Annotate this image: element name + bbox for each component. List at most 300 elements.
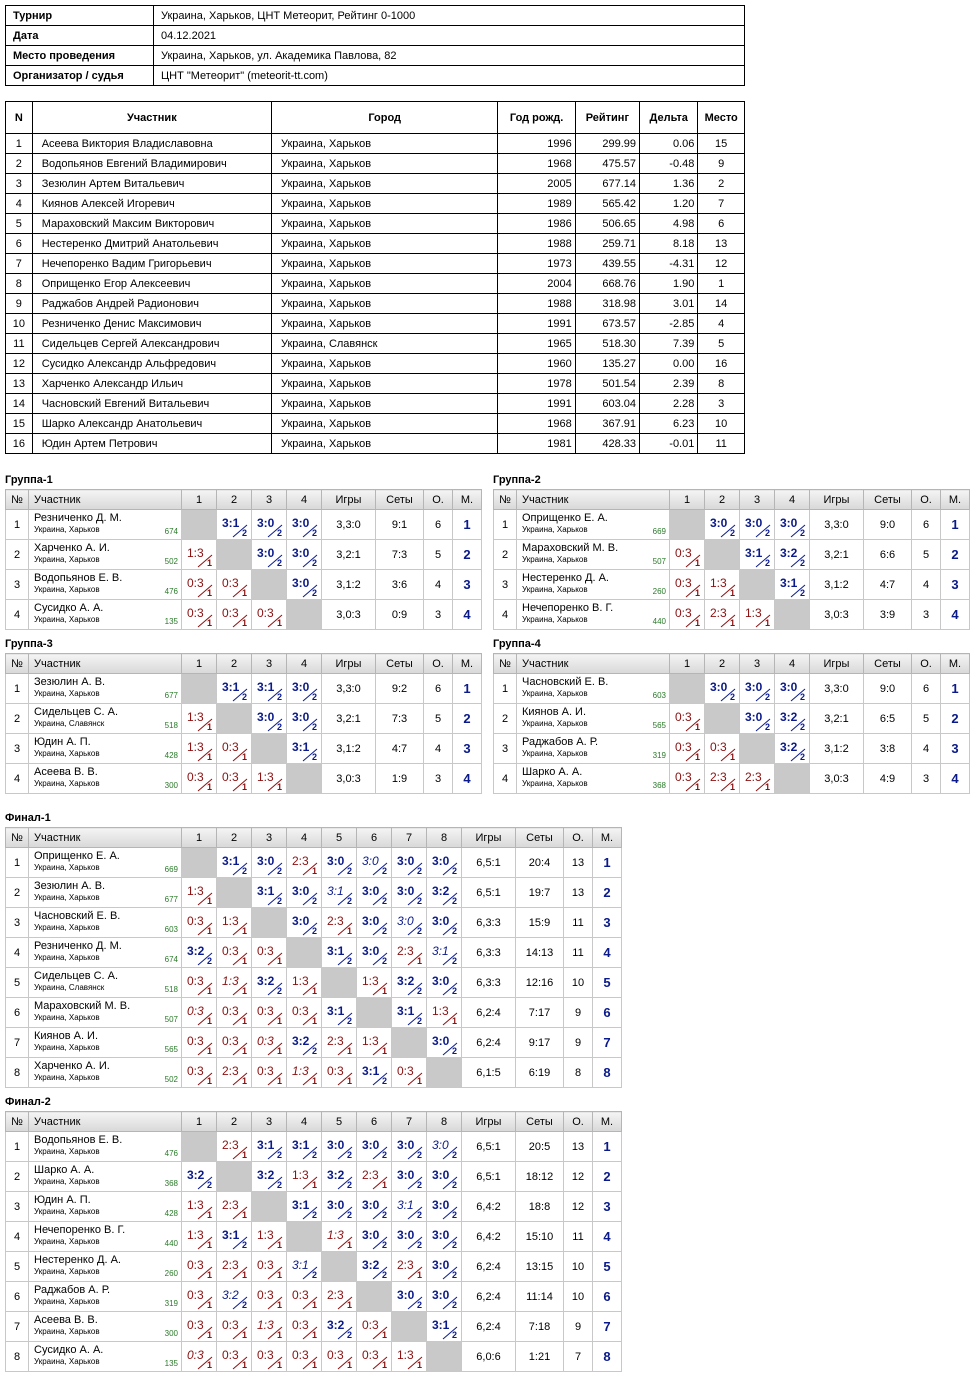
match-points: 2 (381, 1240, 387, 1250)
match-result[interactable] (217, 938, 252, 968)
games-cell: 3,1:2 (810, 734, 864, 764)
match-result[interactable] (252, 1252, 287, 1282)
player-rating: 440 (652, 617, 666, 626)
match-result[interactable] (775, 510, 810, 540)
match-result[interactable] (392, 848, 427, 878)
roster-cell: Харченко Александр Ильич (32, 374, 271, 394)
roster-cell: 15 (698, 134, 745, 154)
match-result[interactable] (705, 764, 740, 794)
match-result[interactable] (357, 968, 392, 998)
match-result[interactable] (182, 600, 217, 630)
match-result[interactable] (392, 938, 427, 968)
match-result[interactable] (287, 1058, 322, 1088)
row-number: 7 (6, 1028, 29, 1058)
match-result[interactable] (287, 998, 322, 1028)
match-result[interactable] (670, 734, 705, 764)
match-result[interactable] (427, 848, 462, 878)
match-result[interactable] (252, 1058, 287, 1088)
match-result[interactable] (392, 1342, 427, 1372)
match-result[interactable] (287, 1282, 322, 1312)
points-cell: 6 (912, 674, 941, 704)
match-result[interactable] (287, 908, 322, 938)
roster-cell: 14 (6, 394, 33, 414)
match-result[interactable] (357, 1162, 392, 1192)
match-result[interactable] (182, 1222, 217, 1252)
score-text: 3:1 (257, 680, 275, 694)
row-number: 1 (494, 674, 517, 704)
score-cell (357, 1222, 391, 1251)
match-result[interactable] (740, 764, 775, 794)
match-points: 1 (694, 782, 700, 792)
match-result[interactable] (217, 1132, 252, 1162)
match-result[interactable] (427, 1222, 462, 1252)
place-cell: 3 (941, 570, 970, 600)
score-text: 3:0 (257, 710, 275, 724)
header-place: М. (453, 490, 482, 510)
match-result[interactable] (182, 908, 217, 938)
match-points: 1 (206, 588, 212, 598)
crosstable-header-row (6, 654, 482, 674)
player-cell (29, 848, 182, 878)
match-points: 1 (381, 1046, 387, 1056)
self-cell (252, 570, 287, 600)
match-result[interactable] (217, 734, 252, 764)
match-result[interactable] (357, 878, 392, 908)
match-result[interactable] (322, 1028, 357, 1058)
score-text: 3:1 (222, 516, 240, 530)
match-result[interactable] (357, 1222, 392, 1252)
match-result[interactable] (217, 998, 252, 1028)
match-result[interactable] (427, 1132, 462, 1162)
match-result[interactable] (740, 510, 775, 540)
table-row (6, 294, 745, 314)
score-cell (252, 1028, 286, 1057)
roster-header: Год рожд. (498, 102, 575, 134)
match-result[interactable] (740, 540, 775, 570)
match-result[interactable] (182, 1058, 217, 1088)
match-result[interactable] (392, 1132, 427, 1162)
score-cell (392, 938, 426, 967)
info-row (6, 46, 745, 66)
match-result[interactable] (357, 1028, 392, 1058)
match-result[interactable] (670, 540, 705, 570)
player-name: Сусидко А. А. (34, 602, 104, 614)
match-points: 2 (799, 558, 805, 568)
match-result[interactable] (392, 998, 427, 1028)
match-result[interactable] (357, 1312, 392, 1342)
match-points: 2 (451, 956, 457, 966)
match-points: 1 (729, 618, 735, 628)
match-result[interactable] (252, 510, 287, 540)
player-city: Украина, Славянск (34, 719, 105, 728)
match-result[interactable] (217, 848, 252, 878)
match-result[interactable] (322, 938, 357, 968)
match-points: 2 (381, 926, 387, 936)
match-result[interactable] (357, 1058, 392, 1088)
match-points: 2 (451, 1180, 457, 1190)
score-cell (217, 1312, 251, 1341)
match-result[interactable] (322, 998, 357, 1028)
match-result[interactable] (322, 1192, 357, 1222)
match-result[interactable] (427, 968, 462, 998)
score-cell (392, 1132, 426, 1161)
sets-cell: 7:3 (376, 704, 424, 734)
player-rating: 518 (164, 721, 178, 730)
score-cell (392, 1282, 426, 1311)
match-result[interactable] (217, 1028, 252, 1058)
place-cell: 1 (941, 510, 970, 540)
match-result[interactable] (182, 734, 217, 764)
match-result[interactable] (740, 674, 775, 704)
match-result[interactable] (182, 1342, 217, 1372)
match-result[interactable] (357, 938, 392, 968)
match-result[interactable] (427, 908, 462, 938)
match-result[interactable] (775, 674, 810, 704)
score-cell (392, 908, 426, 937)
match-result[interactable] (217, 764, 252, 794)
match-result[interactable] (427, 1162, 462, 1192)
match-points: 1 (241, 1076, 247, 1086)
games-cell: 3,2:1 (810, 540, 864, 570)
score-cell (357, 1028, 391, 1057)
match-result[interactable] (322, 878, 357, 908)
score-cell (357, 1252, 391, 1281)
header-opponent: 4 (287, 490, 322, 510)
match-result[interactable] (287, 848, 322, 878)
match-result[interactable] (182, 1282, 217, 1312)
match-result[interactable] (287, 734, 322, 764)
table-row (494, 600, 970, 630)
match-result[interactable] (392, 908, 427, 938)
match-result[interactable] (357, 1252, 392, 1282)
table-row (6, 600, 482, 630)
match-result[interactable] (670, 600, 705, 630)
match-result[interactable] (217, 1222, 252, 1252)
roster-cell: Сусидко Александр Альфредович (32, 354, 271, 374)
match-result[interactable] (670, 570, 705, 600)
match-result[interactable] (357, 1132, 392, 1162)
table-row (6, 1132, 622, 1162)
match-result[interactable] (357, 1342, 392, 1372)
place-cell: 4 (593, 938, 622, 968)
score-cell (287, 1058, 321, 1087)
roster-cell: -4.31 (640, 254, 698, 274)
match-result[interactable] (322, 1342, 357, 1372)
score-cell (252, 1132, 286, 1161)
match-result[interactable] (775, 540, 810, 570)
match-result[interactable] (182, 570, 217, 600)
player-cell (517, 540, 670, 570)
match-result[interactable] (287, 968, 322, 998)
score-text: 2:3 (362, 1168, 379, 1182)
match-result[interactable] (252, 1132, 287, 1162)
match-result[interactable] (427, 998, 462, 1028)
match-result[interactable] (775, 704, 810, 734)
points-cell: 6 (912, 510, 941, 540)
match-result[interactable] (427, 878, 462, 908)
player-name: Шарко А. А. (34, 1164, 95, 1176)
sets-cell: 4:7 (864, 570, 912, 600)
match-result[interactable] (252, 998, 287, 1028)
match-result[interactable] (252, 1282, 287, 1312)
match-result[interactable] (322, 1222, 357, 1252)
match-result[interactable] (287, 674, 322, 704)
match-result[interactable] (287, 1312, 322, 1342)
player-cell (517, 764, 670, 794)
match-result[interactable] (287, 510, 322, 540)
match-result[interactable] (182, 1312, 217, 1342)
player-city: Украина, Харьков (34, 525, 100, 534)
roster-header: Дельта (640, 102, 698, 134)
match-result[interactable] (217, 1342, 252, 1372)
match-result[interactable] (217, 510, 252, 540)
match-result[interactable] (217, 1058, 252, 1088)
roster-cell: -2.85 (640, 314, 698, 334)
match-points: 2 (799, 692, 805, 702)
row-number: 3 (6, 908, 29, 938)
match-result[interactable] (182, 1028, 217, 1058)
place-cell: 5 (593, 1252, 622, 1282)
match-result[interactable] (287, 1028, 322, 1058)
points-cell: 5 (424, 540, 453, 570)
match-result[interactable] (740, 704, 775, 734)
match-result[interactable] (217, 1282, 252, 1312)
match-result[interactable] (182, 764, 217, 794)
match-result[interactable] (357, 1192, 392, 1222)
match-result[interactable] (182, 1252, 217, 1282)
match-result[interactable] (322, 848, 357, 878)
score-cell (287, 1312, 321, 1341)
score-text: 3:0 (432, 1258, 450, 1272)
header-player: Участник (517, 654, 670, 674)
match-result[interactable] (217, 1192, 252, 1222)
score-cell (217, 908, 251, 937)
match-result[interactable] (217, 600, 252, 630)
table-row (494, 704, 970, 734)
match-result[interactable] (252, 1162, 287, 1192)
match-result[interactable] (182, 1162, 217, 1192)
roster-cell: 12 (698, 254, 745, 274)
score-text: 0:3 (187, 1064, 204, 1078)
match-result[interactable] (217, 1252, 252, 1282)
score-cell (182, 1058, 216, 1087)
self-cell (252, 908, 287, 938)
score-text: 3:1 (222, 1228, 240, 1242)
player-cell (29, 674, 182, 704)
match-result[interactable] (252, 600, 287, 630)
table-row (6, 848, 622, 878)
match-result[interactable] (705, 600, 740, 630)
match-points: 1 (241, 782, 247, 792)
match-result[interactable] (427, 1252, 462, 1282)
row-number: 2 (6, 704, 29, 734)
match-points: 1 (276, 1360, 282, 1370)
games-cell: 3,1:2 (322, 734, 376, 764)
match-result[interactable] (670, 704, 705, 734)
roster-cell: 2.39 (640, 374, 698, 394)
match-points: 1 (346, 1300, 352, 1310)
player-city: Украина, Харьков (34, 779, 100, 788)
match-result[interactable] (182, 968, 217, 998)
score-cell (392, 1252, 426, 1281)
roster-cell: 1968 (498, 154, 575, 174)
games-cell: 3,0:3 (810, 600, 864, 630)
score-cell (670, 570, 704, 599)
match-result[interactable] (182, 878, 217, 908)
header-player: Участник (29, 1112, 182, 1132)
match-result[interactable] (427, 938, 462, 968)
match-result[interactable] (252, 1312, 287, 1342)
match-result[interactable] (322, 1312, 357, 1342)
match-result[interactable] (775, 734, 810, 764)
group-title: Финал-2 (5, 1096, 51, 1108)
self-cell (252, 734, 287, 764)
match-result[interactable] (287, 570, 322, 600)
match-result[interactable] (427, 1192, 462, 1222)
match-result[interactable] (252, 1222, 287, 1252)
match-result[interactable] (252, 1342, 287, 1372)
match-result[interactable] (427, 1028, 462, 1058)
score-cell (427, 938, 461, 967)
header-opponent: 5 (322, 1112, 357, 1132)
score-text: 2:3 (327, 1288, 344, 1302)
score-text: 3:0 (397, 854, 415, 868)
points-cell: 9 (564, 1028, 593, 1058)
match-result[interactable] (217, 908, 252, 938)
header-opponent: 3 (252, 490, 287, 510)
match-result[interactable] (287, 1252, 322, 1282)
match-result[interactable] (217, 674, 252, 704)
place-cell: 2 (453, 540, 482, 570)
match-result[interactable] (182, 540, 217, 570)
roster-cell: 603.04 (575, 394, 639, 414)
sets-cell: 20:4 (516, 848, 564, 878)
match-result[interactable] (322, 1162, 357, 1192)
match-result[interactable] (427, 1312, 462, 1342)
header-opponent: 3 (252, 1112, 287, 1132)
player-city: Украина, Харьков (522, 525, 588, 534)
match-result[interactable] (182, 704, 217, 734)
match-result[interactable] (392, 878, 427, 908)
self-cell (670, 674, 705, 704)
match-result[interactable] (392, 1058, 427, 1088)
match-points: 1 (241, 926, 247, 936)
match-result[interactable] (705, 734, 740, 764)
sets-cell: 6:5 (864, 704, 912, 734)
match-result[interactable] (217, 968, 252, 998)
place-cell: 2 (593, 1162, 622, 1192)
roster-cell: 2 (698, 174, 745, 194)
match-result[interactable] (287, 1132, 322, 1162)
match-result[interactable] (252, 704, 287, 734)
score-cell (252, 1282, 286, 1311)
match-result[interactable] (287, 1192, 322, 1222)
info-value: Украина, Харьков, ЦНТ Метеорит, Рейтинг 0-1000 (154, 6, 745, 26)
match-result[interactable] (322, 1132, 357, 1162)
header-opponent: 1 (182, 1112, 217, 1132)
match-result[interactable] (252, 540, 287, 570)
match-result[interactable] (392, 1282, 427, 1312)
roster-cell: 1988 (498, 294, 575, 314)
match-points: 1 (451, 1016, 457, 1026)
match-result[interactable] (670, 764, 705, 794)
match-result[interactable] (252, 938, 287, 968)
match-points: 1 (729, 588, 735, 598)
games-cell: 3,0:3 (322, 764, 376, 794)
match-result[interactable] (705, 674, 740, 704)
place-cell: 4 (941, 600, 970, 630)
match-result[interactable] (287, 540, 322, 570)
match-result[interactable] (182, 1192, 217, 1222)
header-no: № (494, 654, 517, 674)
points-cell: 10 (564, 1282, 593, 1312)
match-result[interactable] (705, 570, 740, 600)
score-text: 1:3 (292, 974, 309, 988)
match-result[interactable] (217, 1312, 252, 1342)
match-result[interactable] (287, 878, 322, 908)
match-result[interactable] (775, 570, 810, 600)
table-row (6, 968, 622, 998)
player-city: Украина, Харьков (522, 749, 588, 758)
match-result[interactable] (357, 848, 392, 878)
match-result[interactable] (252, 674, 287, 704)
match-result[interactable] (252, 968, 287, 998)
roster-cell: 2.28 (640, 394, 698, 414)
match-result[interactable] (322, 908, 357, 938)
match-result[interactable] (252, 848, 287, 878)
match-points: 1 (416, 1270, 422, 1280)
sets-cell: 7:17 (516, 998, 564, 1028)
score-text: 0:3 (187, 606, 204, 620)
score-cell (252, 704, 286, 733)
match-points: 1 (311, 1300, 317, 1310)
match-result[interactable] (287, 1162, 322, 1192)
score-cell (392, 1058, 426, 1087)
match-result[interactable] (740, 600, 775, 630)
match-result[interactable] (182, 998, 217, 1028)
score-cell (357, 968, 391, 997)
match-result[interactable] (217, 570, 252, 600)
header-opponent: 3 (252, 828, 287, 848)
match-result[interactable] (392, 1192, 427, 1222)
match-result[interactable] (427, 1282, 462, 1312)
match-result[interactable] (705, 510, 740, 540)
place-cell: 3 (593, 908, 622, 938)
match-points: 2 (381, 1150, 387, 1160)
score-cell (427, 968, 461, 997)
match-result[interactable] (392, 1252, 427, 1282)
match-points: 1 (694, 722, 700, 732)
group-title: Группа-4 (493, 638, 541, 650)
roster-cell: Водопьянов Евгений Владимирович (32, 154, 271, 174)
match-result[interactable] (392, 1222, 427, 1252)
match-result[interactable] (287, 704, 322, 734)
match-result[interactable] (322, 1282, 357, 1312)
match-result[interactable] (287, 1342, 322, 1372)
match-result[interactable] (322, 1058, 357, 1088)
match-result[interactable] (182, 938, 217, 968)
score-cell (217, 848, 251, 877)
score-text: 0:3 (222, 770, 239, 784)
match-result[interactable] (252, 878, 287, 908)
match-result[interactable] (252, 1028, 287, 1058)
match-points: 2 (764, 528, 770, 538)
player-city: Украина, Харьков (34, 1297, 100, 1306)
match-result[interactable] (357, 908, 392, 938)
match-result[interactable] (392, 968, 427, 998)
match-result[interactable] (392, 1162, 427, 1192)
match-result[interactable] (252, 764, 287, 794)
